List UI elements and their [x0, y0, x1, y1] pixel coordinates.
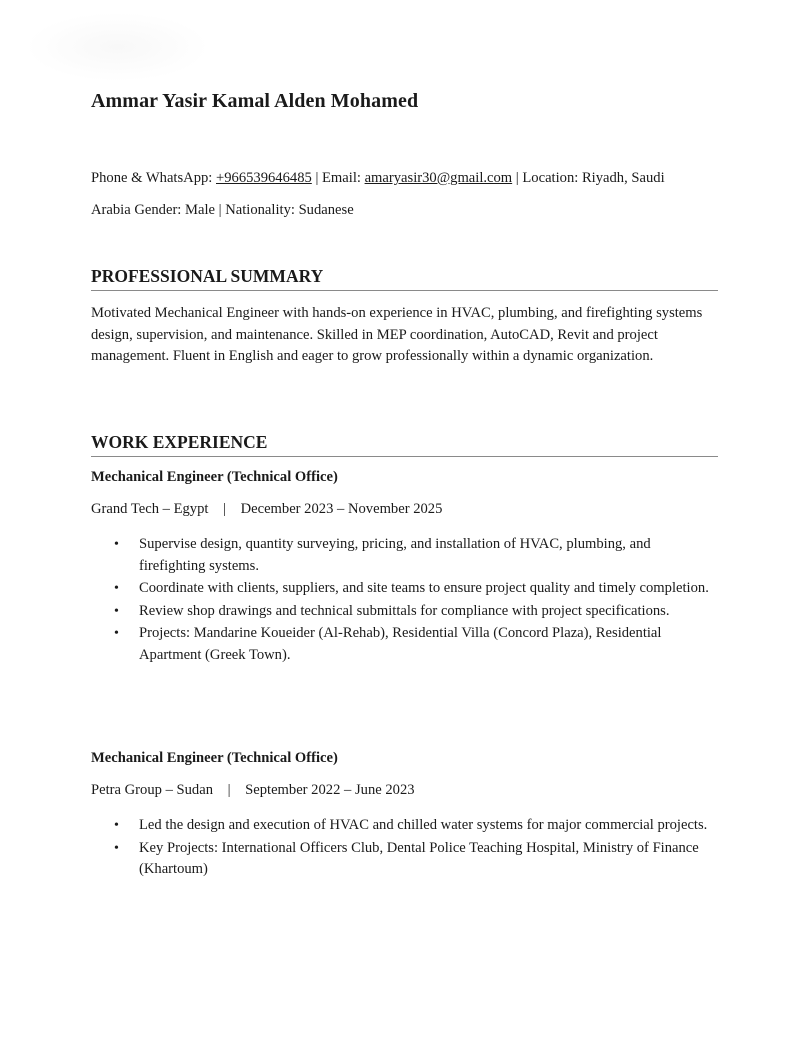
location-label: | Location: Riyadh, Saudi: [512, 170, 665, 186]
job-separator: |: [227, 782, 231, 798]
job-company: Petra Group – Sudan: [91, 782, 214, 798]
job-meta: [91, 782, 415, 799]
email-label: | Email:: [311, 170, 365, 186]
list-item: • Key Projects: International Officers Club, Dental Police Teaching Hospital, Ministry of Finance (Khartoum): [114, 839, 699, 877]
bullet-icon: •: [114, 818, 119, 833]
summary-heading: PROFESSIONAL SUMMARY: [91, 266, 718, 291]
scan-smudge: [25, 12, 210, 82]
job-title: Mechanical Engineer (Technical Office): [91, 750, 338, 766]
job-separator: |: [223, 501, 226, 517]
bullet-icon: •: [114, 626, 119, 641]
list-item: • Supervise design, quantity surveying, pricing, and installation of HVAC, plumbing, and firefighting systems.: [114, 536, 651, 574]
summary-text: Motivated Mechanical Engineer with hands-on experience in HVAC, plumbing, and firefighting systems design, supervision, and maintenance. Skilled in MEP coordination, AutoCAD, Revit and project management. Fluent in English and eager to grow professionally within a dynamic organization.: [91, 305, 703, 364]
bullet-icon: •: [114, 603, 119, 619]
list-item: • Led the design and execution of HVAC and chilled water systems for major commercial projects.: [139, 815, 719, 837]
list-item: • Coordinate with clients, suppliers, and site teams to ensure project quality and timely completion.: [139, 578, 719, 600]
job-bullet-list: [114, 815, 719, 882]
email-link[interactable]: amaryasir30@gmail.com: [364, 170, 513, 186]
job-bullet-list: [114, 534, 719, 667]
candidate-name: Ammar Yasir Kamal Alden Mohamed: [91, 90, 419, 112]
job-dates: December 2023 – November 2025: [240, 501, 443, 517]
job-title: Mechanical Engineer (Technical Office): [91, 469, 338, 485]
phone-label: Phone & WhatsApp:: [91, 170, 216, 186]
job-dates: September 2022 – June 2023: [245, 782, 415, 798]
bullet-icon: •: [114, 537, 119, 552]
job-company: Grand Tech – Egypt: [91, 501, 209, 517]
contact-line-1: [91, 170, 665, 187]
bullet-icon: •: [114, 581, 119, 596]
phone-link[interactable]: +966539646485: [216, 170, 312, 186]
list-item: • Review shop drawings and technical submittals for compliance with project specifications.: [139, 601, 719, 623]
list-item: • Projects: Mandarine Koueider (Al-Rehab), Residential Villa (Concord Plaza), Residential Apartment (Greek Town).: [114, 625, 662, 663]
bullet-icon: •: [114, 840, 119, 856]
contact-line-2: Arabia Gender: Male | Nationality: Sudanese: [91, 202, 354, 218]
work-experience-heading: WORK EXPERIENCE: [91, 432, 718, 457]
job-meta: [91, 501, 442, 518]
